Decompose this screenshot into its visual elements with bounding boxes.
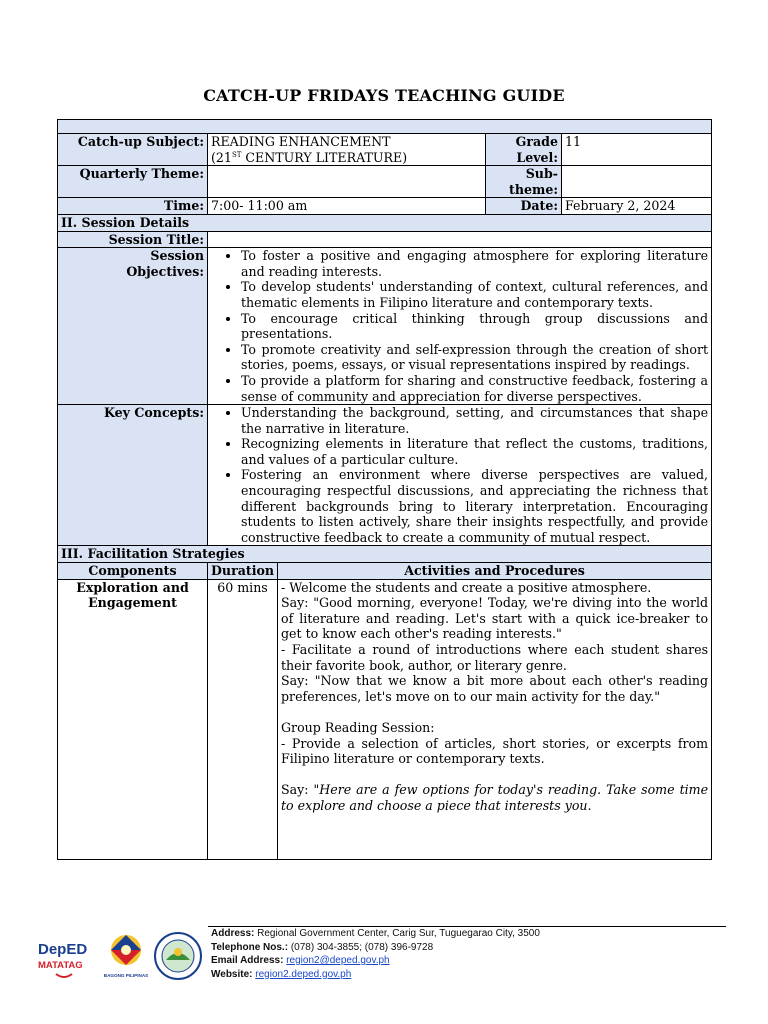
key-concepts-row xyxy=(58,405,712,546)
subtheme-label: Sub-theme: xyxy=(486,166,562,198)
subject-row xyxy=(58,134,712,166)
list-item: • To encourage critical thinking through group discussions and presentations. xyxy=(241,311,708,342)
session-details-heading-row xyxy=(58,214,712,231)
grade-label: Grade Level: xyxy=(486,134,562,166)
objectives-list-cell xyxy=(208,248,712,405)
subject-label: Catch-up Subject: xyxy=(58,134,208,166)
activity-paragraph: Say: "Good morning, everyone! Today, we're diving into the world of literature and reading. Let's start with a quick ice-breaker to get to know each other's reading interests." xyxy=(281,595,709,642)
svg-text:DepED: DepED xyxy=(38,941,88,958)
region-seal-logo xyxy=(154,932,202,980)
subject-line-2: (21ST CENTURY LITERATURE) xyxy=(211,149,408,165)
component-cell: Exploration and Engagement xyxy=(58,579,208,859)
deped-matatag-logo xyxy=(36,930,92,984)
activity-paragraph: Say: "Now that we know a bit more about each other's reading preferences, let's move on to our main activity for the day." xyxy=(281,673,709,704)
session-title-row xyxy=(58,231,712,248)
activities-cell xyxy=(278,579,712,859)
website-link[interactable]: region2.deped.gov.ph xyxy=(255,968,352,980)
list-item: • To provide a platform for sharing and constructive feedback, fostering a sense of community and appreciation for diverse perspectives. xyxy=(241,373,708,404)
components-header: Components xyxy=(58,563,208,580)
activity-paragraph: Say: "Here are a few options for today's reading. Take some time to explore and choose a piece that interests you. xyxy=(281,782,709,813)
page-title: CATCH-UP FRIDAYS TEACHING GUIDE xyxy=(203,86,565,105)
svg-text:BAGONG PILIPINAS: BAGONG PILIPINAS xyxy=(104,973,148,978)
exploration-row xyxy=(58,579,712,859)
teaching-guide-table xyxy=(57,119,712,860)
activities-header: Activities and Procedures xyxy=(278,563,712,580)
list-item: • To develop students' understanding of context, cultural references, and thematic elements in Filipino literature and contemporary texts. xyxy=(241,279,708,310)
list-item: • To foster a positive and engaging atmosphere for exploring literature and reading interests. xyxy=(241,248,708,279)
list-item: • Understanding the background, setting, and circumstances that shape the narrative in literature. xyxy=(241,405,708,436)
facilitation-header-row xyxy=(58,563,712,580)
svg-text:MATATAG: MATATAG xyxy=(38,960,83,971)
key-concepts-label: Key Concepts: xyxy=(58,405,208,546)
subtheme-value xyxy=(562,166,712,198)
facilitation-heading-row xyxy=(58,546,712,563)
email-link[interactable]: region2@deped.gov.ph xyxy=(286,955,390,966)
key-concepts-list xyxy=(211,405,708,545)
footer-website: Website: region2.deped.gov.ph xyxy=(211,968,352,980)
top-blank-row xyxy=(58,120,712,134)
activity-paragraph: - Provide a selection of articles, short stories, or excerpts from Filipino literature or contemporary texts. xyxy=(281,735,709,767)
duration-cell: 60 mins xyxy=(208,579,278,859)
footer-email: Email Address: region2@deped.gov.ph xyxy=(211,955,390,966)
bagong-pilipinas-logo xyxy=(104,930,148,984)
time-value: 7:00- 11:00 am xyxy=(208,198,486,215)
list-item: • To promote creativity and self-expression through the creation of short stories, poems, essays, or visual representations inspired by readings. xyxy=(241,342,708,373)
session-title-value xyxy=(208,231,712,248)
footer-contact xyxy=(211,927,711,981)
objectives-list xyxy=(211,248,708,404)
duration-header: Duration xyxy=(208,563,278,580)
objectives-label: Session Objectives: xyxy=(58,248,208,405)
quarterly-theme-value xyxy=(208,166,486,198)
date-value: February 2, 2024 xyxy=(562,198,712,215)
time-label: Time: xyxy=(58,198,208,215)
theme-row xyxy=(58,166,712,198)
session-title-label: Session Title: xyxy=(58,231,208,248)
key-concepts-list-cell xyxy=(208,405,712,546)
footer-phone: Telephone Nos.: (078) 304-3855; (078) 396-9728 xyxy=(211,941,434,953)
list-item: • Recognizing elements in literature that reflect the customs, traditions, and values of a particular culture. xyxy=(241,436,708,467)
time-row xyxy=(58,198,712,215)
activity-paragraph: - Facilitate a round of introductions where each student shares their favorite book, author, or literary genre. xyxy=(281,642,709,673)
subject-line-1: READING ENHANCEMENT xyxy=(211,134,391,149)
footer-address: Address: Regional Government Center, Carig Sur, Tuguegarao City, 3500 xyxy=(211,928,540,939)
subject-value xyxy=(208,134,486,166)
quarterly-theme-label: Quarterly Theme: xyxy=(58,166,208,198)
list-item: • Fostering an environment where diverse perspectives are valued, encouraging respectful discussions, and appreciating the richness that different backgrounds bring to literary interpretation. Encouraging students to listen actively, share their insights respectfully, and provide constructive feedback to create a community of mutual respect. xyxy=(241,467,708,545)
session-details-heading: II. Session Details xyxy=(58,214,712,231)
date-label: Date: xyxy=(486,198,562,215)
facilitation-heading: III. Facilitation Strategies xyxy=(58,546,712,563)
objectives-row xyxy=(58,248,712,405)
activity-paragraph: - Welcome the students and create a positive atmosphere. xyxy=(281,579,652,595)
grade-value: 11 xyxy=(562,134,712,166)
activity-paragraph: Group Reading Session: xyxy=(281,719,435,735)
